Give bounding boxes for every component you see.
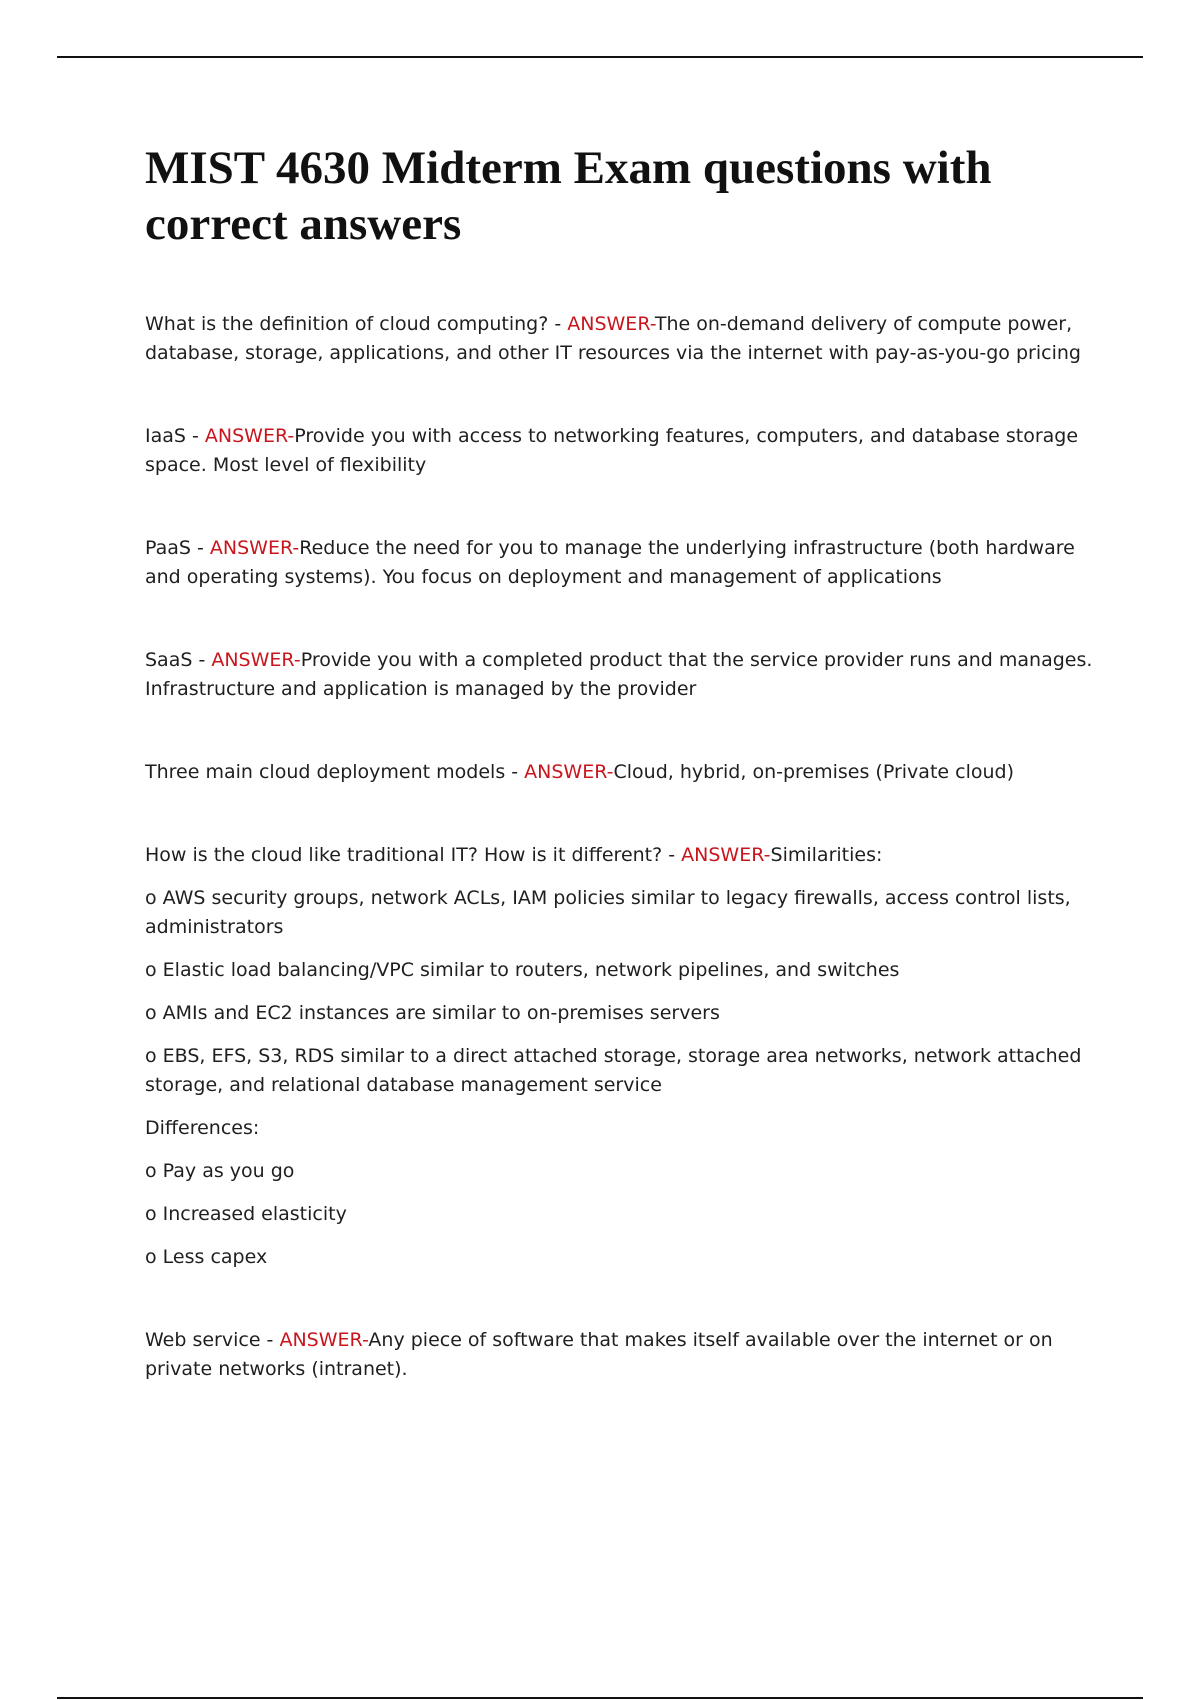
bullet-line: o Increased elasticity [145, 1203, 347, 1225]
answer-text: Similarities: [770, 844, 883, 866]
answer-label: ANSWER- [279, 1329, 369, 1351]
answer-label: ANSWER- [681, 844, 771, 866]
question-text: How is the cloud like traditional IT? How is it different? - [145, 844, 682, 866]
qa-item [145, 646, 1095, 704]
bullet-line: o AMIs and EC2 instances are similar to on-premises servers [145, 1002, 720, 1024]
answer-label: ANSWER- [204, 425, 295, 447]
answer-label: ANSWER- [524, 761, 614, 783]
question-text: Web service - [145, 1329, 280, 1351]
bullet-line: o Less capex [145, 1246, 268, 1268]
qa-item [145, 534, 1095, 592]
answer-label: ANSWER- [209, 537, 300, 559]
question-text: Three main cloud deployment models - [145, 761, 525, 783]
qa-item [145, 758, 1095, 787]
bullet-line: o EBS, EFS, S3, RDS similar to a direct attached storage, storage area networks, network attached storage, and relational database management service [145, 1045, 1082, 1096]
question-text: IaaS - [145, 425, 205, 447]
answer-text: Cloud, hybrid, on-premises (Private cloud) [613, 761, 1014, 783]
qa-item [145, 422, 1095, 480]
answer-text: Provide you with a completed product that the service provider runs and manages. Infrastructure and application is managed by the provider [145, 649, 1093, 700]
qa-item [145, 1326, 1095, 1384]
page-title: MIST 4630 Midterm Exam questions with correct answers [145, 142, 992, 250]
answer-text: Any piece of software that makes itself available over the internet or on private networks (intranet). [145, 1329, 1053, 1380]
differences-heading: Differences: [145, 1117, 260, 1139]
bullet-line: o Elastic load balancing/VPC similar to routers, network pipelines, and switches [145, 959, 900, 981]
answer-text: The on-demand delivery of compute power, database, storage, applications, and other IT resources via the internet with pay-as-you-go pricing [145, 313, 1081, 364]
bullet-line: o AWS security groups, network ACLs, IAM policies similar to legacy firewalls, access control lists, administrators [145, 887, 1071, 938]
answer-label: ANSWER- [211, 649, 301, 671]
bullet-line: o Pay as you go [145, 1160, 295, 1182]
answer-label: ANSWER- [567, 313, 655, 335]
qa-item [145, 310, 1095, 368]
top-rule [57, 56, 1143, 58]
question-text: PaaS - [145, 537, 210, 559]
bottom-rule [57, 1697, 1143, 1699]
answer-text: Reduce the need for you to manage the underlying infrastructure (both hardware and operating systems). You focus on deployment and management of applications [145, 537, 1075, 588]
answer-text: Provide you with access to networking features, computers, and database storage space. Most level of flexibility [145, 425, 1079, 476]
qa-item [145, 841, 1095, 1272]
question-text: What is the definition of cloud computing? - [145, 313, 568, 335]
document-body [145, 140, 1095, 1384]
question-text: SaaS - [145, 649, 212, 671]
